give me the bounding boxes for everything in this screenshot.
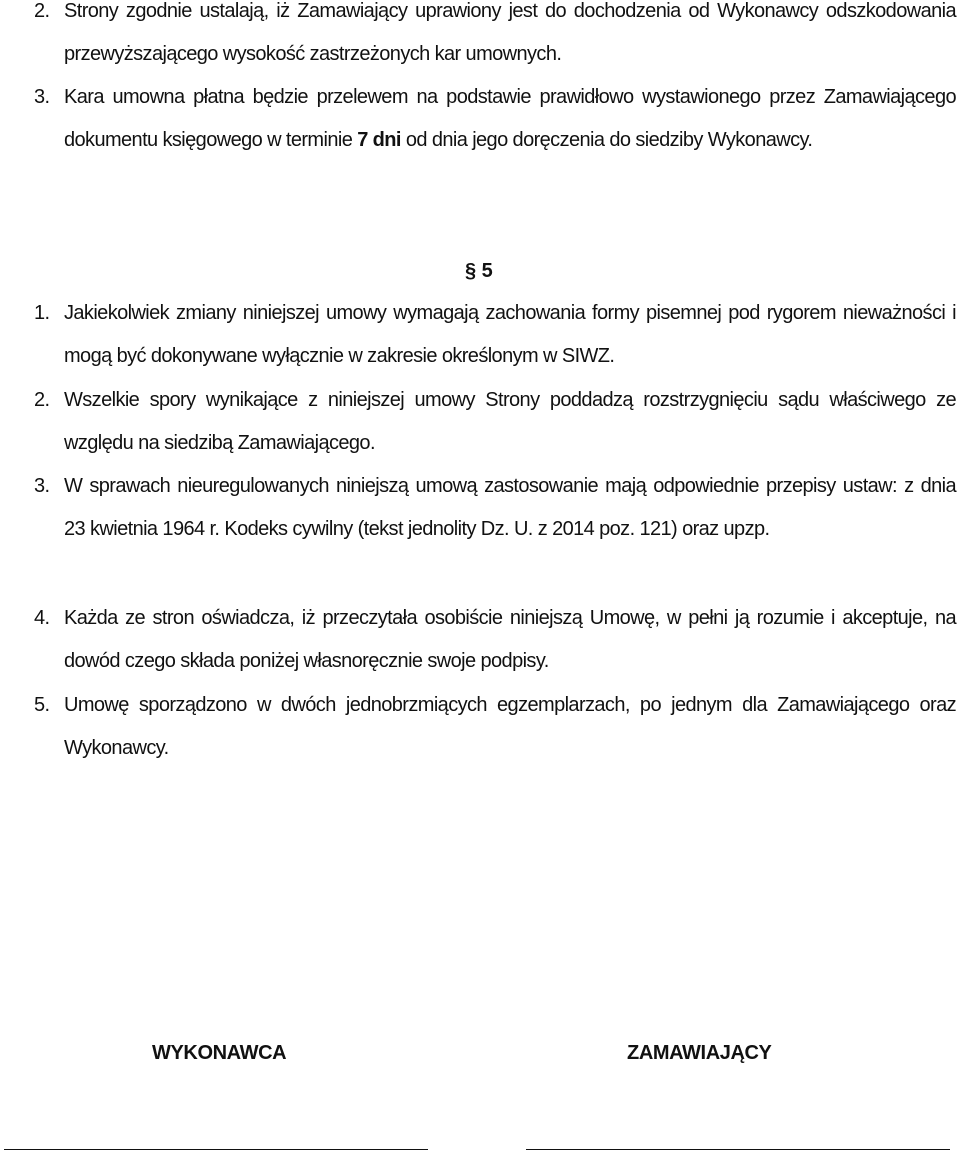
sec4-item-2 bbox=[34, 0, 956, 76]
signature-line-ordering-party bbox=[526, 1149, 950, 1150]
item-text: W sprawach nieuregulowanych niniejszą umową zastosowanie mają odpowiednie przepisy ustaw: z dnia 23 kwietnia 1964 r. Kodeks cywilny (tekst jednolity Dz. U. z 2014 poz. 121) oraz upzp. bbox=[64, 475, 956, 540]
item-number: 1. bbox=[34, 302, 50, 324]
item-text: Strony zgodnie ustalają, iż Zamawiający uprawiony jest do dochodzenia od Wykonawcy odszkodowania przewyższającego wysokość zastrzeżonych kar umownych. bbox=[64, 0, 956, 65]
deadline-bold: 7 dni bbox=[357, 129, 401, 151]
item-number: 3. bbox=[34, 86, 50, 108]
sec5-item-2 bbox=[34, 379, 956, 465]
item-text: Każda ze stron oświadcza, iż przeczytała osobiście niniejszą Umowę, w pełni ją rozumie i akceptuje, na dowód czego składa poniżej własnoręcznie swoje podpisy. bbox=[64, 607, 956, 672]
sec5-item-3 bbox=[34, 465, 956, 551]
sec5-item-5 bbox=[34, 684, 956, 770]
item-text: Kara umowna płatna będzie przelewem na podstawie prawidłowo wystawionego przez Zamawiającego dokumentu księgowego w terminie 7 dni od dnia jego doręczenia do siedziby Wykonawcy. bbox=[64, 86, 956, 151]
item-number: 3. bbox=[34, 475, 50, 497]
section-heading: § 5 bbox=[465, 260, 493, 282]
sec5-item-1 bbox=[34, 292, 956, 378]
item-text: Jakiekolwiek zmiany niniejszej umowy wymagają zachowania formy pisemnej pod rygorem nieważności i mogą być dokonywane wyłącznie w zakresie określonym w SIWZ. bbox=[64, 302, 956, 367]
signature-label-ordering-party: ZAMAWIAJĄCY bbox=[627, 1042, 772, 1064]
item-number: 2. bbox=[34, 0, 50, 22]
item-number: 4. bbox=[34, 607, 50, 629]
signature-line-contractor bbox=[4, 1149, 428, 1150]
item-number: 5. bbox=[34, 694, 50, 716]
sec5-item-4 bbox=[34, 597, 956, 683]
item-text: Umowę sporządzono w dwóch jednobrzmiących egzemplarzach, po jednym dla Zamawiającego oraz Wykonawcy. bbox=[64, 694, 956, 759]
item-text: Wszelkie spory wynikające z niniejszej umowy Strony poddadzą rozstrzygnięciu sądu właściwego ze względu na siedzibą Zamawiającego. bbox=[64, 389, 956, 454]
signature-label-contractor: WYKONAWCA bbox=[152, 1042, 287, 1064]
item-number: 2. bbox=[34, 389, 50, 411]
sec4-item-3 bbox=[34, 76, 956, 162]
